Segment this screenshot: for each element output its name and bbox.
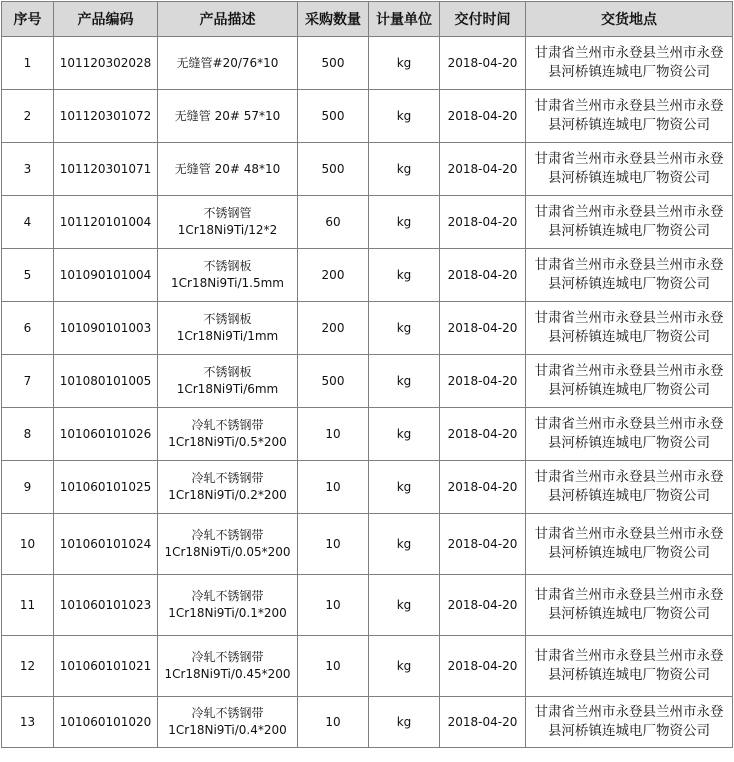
cell-seq: 11 — [2, 575, 54, 636]
cell-code: 101060101023 — [54, 575, 158, 636]
cell-desc: 无缝管 20# 57*10 — [158, 90, 298, 143]
table-row — [2, 514, 733, 575]
table-row — [2, 636, 733, 697]
cell-desc: 冷轧不锈钢带 1Cr18Ni9Ti/0.45*200 — [158, 636, 298, 697]
cell-date: 2018-04-20 — [440, 636, 526, 697]
cell-code: 101060101021 — [54, 636, 158, 697]
cell-date: 2018-04-20 — [440, 355, 526, 408]
cell-qty: 10 — [298, 575, 369, 636]
table-row — [2, 302, 733, 355]
cell-desc: 无缝管#20/76*10 — [158, 37, 298, 90]
cell-code: 101060101020 — [54, 697, 158, 748]
table-row — [2, 37, 733, 90]
cell-qty: 500 — [298, 355, 369, 408]
cell-seq: 1 — [2, 37, 54, 90]
cell-desc: 不锈钢板 1Cr18Ni9Ti/6mm — [158, 355, 298, 408]
cell-seq: 7 — [2, 355, 54, 408]
cell-qty: 500 — [298, 143, 369, 196]
cell-code: 101060101024 — [54, 514, 158, 575]
cell-seq: 5 — [2, 249, 54, 302]
cell-qty: 500 — [298, 37, 369, 90]
cell-date: 2018-04-20 — [440, 37, 526, 90]
header-qty: 采购数量 — [298, 2, 369, 37]
cell-addr: 甘肃省兰州市永登县兰州市永登县河桥镇连城电厂物资公司 — [526, 90, 733, 143]
table-row — [2, 575, 733, 636]
cell-seq: 6 — [2, 302, 54, 355]
procurement-table — [1, 1, 733, 748]
table-row — [2, 697, 733, 748]
cell-seq: 3 — [2, 143, 54, 196]
cell-addr: 甘肃省兰州市永登县兰州市永登县河桥镇连城电厂物资公司 — [526, 575, 733, 636]
cell-date: 2018-04-20 — [440, 249, 526, 302]
cell-date: 2018-04-20 — [440, 408, 526, 461]
cell-unit: kg — [369, 514, 440, 575]
table-row — [2, 408, 733, 461]
cell-desc: 不锈钢板 1Cr18Ni9Ti/1mm — [158, 302, 298, 355]
cell-qty: 10 — [298, 461, 369, 514]
cell-qty: 10 — [298, 514, 369, 575]
cell-code: 101080101005 — [54, 355, 158, 408]
cell-date: 2018-04-20 — [440, 196, 526, 249]
cell-addr: 甘肃省兰州市永登县兰州市永登县河桥镇连城电厂物资公司 — [526, 249, 733, 302]
cell-unit: kg — [369, 37, 440, 90]
cell-qty: 10 — [298, 408, 369, 461]
header-row — [2, 2, 733, 37]
table-row — [2, 196, 733, 249]
cell-addr: 甘肃省兰州市永登县兰州市永登县河桥镇连城电厂物资公司 — [526, 636, 733, 697]
table-row — [2, 249, 733, 302]
cell-qty: 60 — [298, 196, 369, 249]
cell-date: 2018-04-20 — [440, 514, 526, 575]
cell-addr: 甘肃省兰州市永登县兰州市永登县河桥镇连城电厂物资公司 — [526, 355, 733, 408]
cell-unit: kg — [369, 249, 440, 302]
cell-unit: kg — [369, 355, 440, 408]
cell-seq: 4 — [2, 196, 54, 249]
cell-date: 2018-04-20 — [440, 143, 526, 196]
cell-addr: 甘肃省兰州市永登县兰州市永登县河桥镇连城电厂物资公司 — [526, 302, 733, 355]
cell-addr: 甘肃省兰州市永登县兰州市永登县河桥镇连城电厂物资公司 — [526, 514, 733, 575]
cell-desc: 不锈钢管 1Cr18Ni9Ti/12*2 — [158, 196, 298, 249]
cell-desc: 不锈钢板 1Cr18Ni9Ti/1.5mm — [158, 249, 298, 302]
cell-code: 101120302028 — [54, 37, 158, 90]
cell-seq: 8 — [2, 408, 54, 461]
cell-code: 101120101004 — [54, 196, 158, 249]
cell-addr: 甘肃省兰州市永登县兰州市永登县河桥镇连城电厂物资公司 — [526, 408, 733, 461]
cell-qty: 10 — [298, 697, 369, 748]
table-row — [2, 143, 733, 196]
cell-code: 101090101004 — [54, 249, 158, 302]
cell-date: 2018-04-20 — [440, 302, 526, 355]
cell-desc: 冷轧不锈钢带 1Cr18Ni9Ti/0.2*200 — [158, 461, 298, 514]
cell-qty: 10 — [298, 636, 369, 697]
cell-seq: 9 — [2, 461, 54, 514]
cell-addr: 甘肃省兰州市永登县兰州市永登县河桥镇连城电厂物资公司 — [526, 143, 733, 196]
header-code: 产品编码 — [54, 2, 158, 37]
cell-seq: 10 — [2, 514, 54, 575]
cell-code: 101120301072 — [54, 90, 158, 143]
cell-code: 101090101003 — [54, 302, 158, 355]
cell-addr: 甘肃省兰州市永登县兰州市永登县河桥镇连城电厂物资公司 — [526, 697, 733, 748]
cell-date: 2018-04-20 — [440, 461, 526, 514]
cell-desc: 冷轧不锈钢带 1Cr18Ni9Ti/0.1*200 — [158, 575, 298, 636]
cell-date: 2018-04-20 — [440, 575, 526, 636]
cell-seq: 12 — [2, 636, 54, 697]
cell-qty: 200 — [298, 249, 369, 302]
cell-seq: 13 — [2, 697, 54, 748]
cell-unit: kg — [369, 302, 440, 355]
cell-unit: kg — [369, 697, 440, 748]
cell-date: 2018-04-20 — [440, 90, 526, 143]
cell-unit: kg — [369, 196, 440, 249]
header-addr: 交货地点 — [526, 2, 733, 37]
cell-qty: 500 — [298, 90, 369, 143]
cell-addr: 甘肃省兰州市永登县兰州市永登县河桥镇连城电厂物资公司 — [526, 461, 733, 514]
table-row — [2, 355, 733, 408]
table-row — [2, 461, 733, 514]
cell-unit: kg — [369, 90, 440, 143]
cell-addr: 甘肃省兰州市永登县兰州市永登县河桥镇连城电厂物资公司 — [526, 37, 733, 90]
cell-unit: kg — [369, 143, 440, 196]
cell-unit: kg — [369, 636, 440, 697]
header-date: 交付时间 — [440, 2, 526, 37]
cell-unit: kg — [369, 575, 440, 636]
cell-date: 2018-04-20 — [440, 697, 526, 748]
cell-code: 101060101026 — [54, 408, 158, 461]
cell-unit: kg — [369, 461, 440, 514]
cell-desc: 冷轧不锈钢带 1Cr18Ni9Ti/0.5*200 — [158, 408, 298, 461]
table-row — [2, 90, 733, 143]
cell-code: 101060101025 — [54, 461, 158, 514]
cell-desc: 冷轧不锈钢带 1Cr18Ni9Ti/0.05*200 — [158, 514, 298, 575]
header-unit: 计量单位 — [369, 2, 440, 37]
header-desc: 产品描述 — [158, 2, 298, 37]
cell-code: 101120301071 — [54, 143, 158, 196]
cell-addr: 甘肃省兰州市永登县兰州市永登县河桥镇连城电厂物资公司 — [526, 196, 733, 249]
cell-seq: 2 — [2, 90, 54, 143]
cell-qty: 200 — [298, 302, 369, 355]
cell-unit: kg — [369, 408, 440, 461]
header-seq: 序号 — [2, 2, 54, 37]
cell-desc: 冷轧不锈钢带 1Cr18Ni9Ti/0.4*200 — [158, 697, 298, 748]
cell-desc: 无缝管 20# 48*10 — [158, 143, 298, 196]
